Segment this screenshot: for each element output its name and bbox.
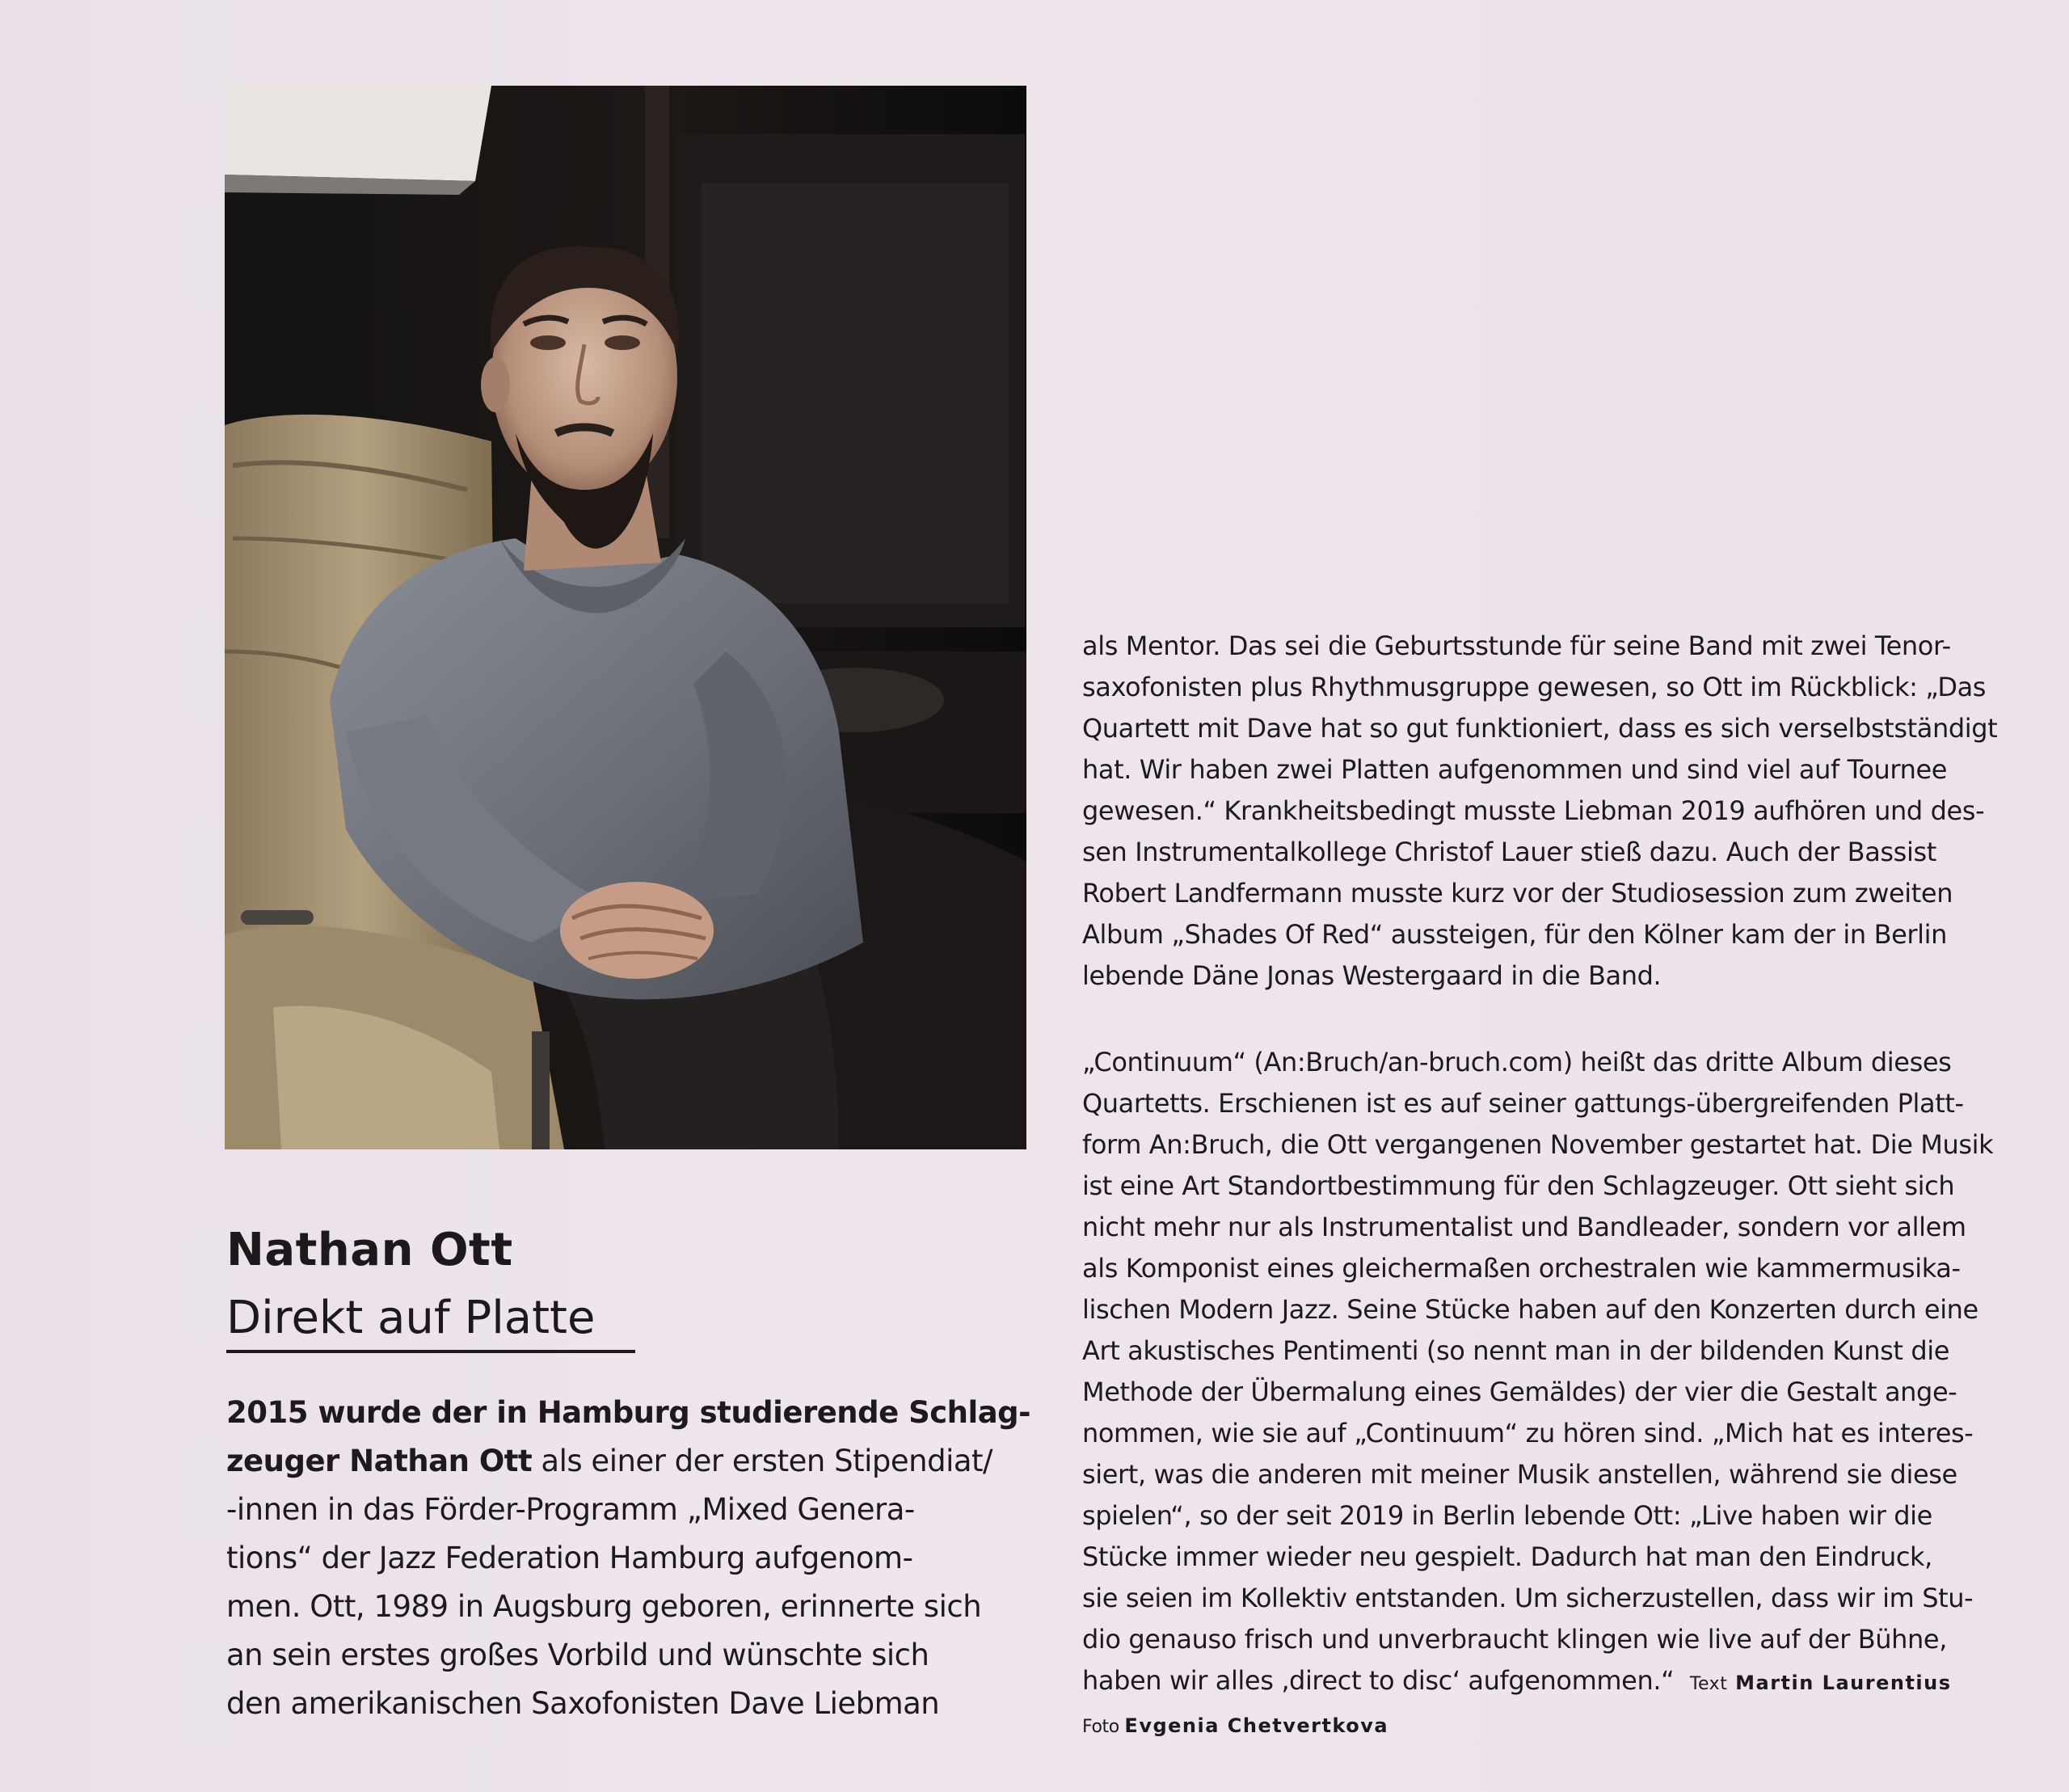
body-line: als Mentor. Das sei die Geburtsstunde für seine Band mit zwei Tenor- (1082, 630, 1951, 661)
body-line: sen Instrumentalkollege Christof Lauer stieß dazu. Auch der Bassist (1082, 837, 1936, 867)
body-line: nicht mehr nur als Instrumentalist und Bandleader, sondern vor allem (1082, 1212, 1966, 1242)
paragraph-gap (1082, 997, 1997, 1042)
body-line: Quartetts. Erschienen ist es auf seiner gattungs-übergreifenden Platt- (1082, 1088, 1964, 1119)
body-line: gewesen.“ Krankheitsbedingt musste Liebman 2019 aufhören und des- (1082, 795, 1985, 826)
body-line: lischen Modern Jazz. Seine Stücke haben auf den Konzerten durch eine (1082, 1294, 1978, 1325)
intro-line: an sein erstes großes Vorbild und wünschte sich (226, 1638, 929, 1672)
body-line: ist eine Art Standortbestimmung für den Schlagzeuger. Ott sieht sich (1082, 1170, 1955, 1201)
intro-line: 2015 wurde der in Hamburg studierende Schlag- (226, 1395, 1030, 1430)
body-line: saxofonisten plus Rhythmusgruppe gewesen, so Ott im Rückblick: „Das (1082, 672, 1987, 702)
body-line: Robert Landfermann musste kurz vor der Studiosession zum zweiten (1082, 878, 1953, 909)
body-line: hat. Wir haben zwei Platten aufgenommen und sind viel auf Tournee (1082, 754, 1948, 785)
body-line: nommen, wie sie auf „Continuum“ zu hören sind. „Mich hat es interes- (1082, 1418, 1974, 1448)
body-line: lebende Däne Jonas Westergaard in die Band. (1082, 960, 1662, 991)
text-author: Martin Laurentius (1735, 1672, 1952, 1694)
body-line: sie seien im Kollektiv entstanden. Um sicherzustellen, dass wir im Stu- (1082, 1583, 1974, 1613)
intro-column (226, 1389, 1030, 1728)
foto-author: Evgenia Chetvertkova (1124, 1714, 1389, 1737)
intro-line: -innen in das Förder-Programm „Mixed Genera- (226, 1492, 915, 1527)
intro-line: den amerikanischen Saxofonisten Dave Liebman (226, 1686, 940, 1721)
body-line: Methode der Übermalung eines Gemäldes) der vier die Gestalt ange- (1082, 1377, 1957, 1407)
photo-credit (1082, 1705, 1997, 1748)
intro-line: men. Ott, 1989 in Augsburg geboren, erinnerte sich (226, 1589, 982, 1624)
body-line: als Komponist eines gleichermaßen orchestralen wie kammermusika- (1082, 1253, 1961, 1284)
body-line: Stücke immer wieder neu gespielt. Dadurch hat man den Eindruck, (1082, 1541, 1932, 1572)
body-line: Quartett mit Dave hat so gut funktioniert, dass es sich verselbstständigt (1082, 713, 1998, 744)
body-line: spielen“, so der seit 2019 in Berlin lebende Ott: „Live haben wir die (1082, 1500, 1932, 1531)
portrait-photo (225, 86, 1026, 1149)
intro-line: tions“ der Jazz Federation Hamburg aufgenom- (226, 1541, 913, 1575)
body-line: Album „Shades Of Red“ aussteigen, für den Kölner kam der in Berlin (1082, 919, 1948, 950)
body-line: „Continuum“ (An:Bruch/an-bruch.com) heißt das dritte Album dieses (1082, 1047, 1952, 1077)
article-title: Nathan Ott (226, 1224, 513, 1276)
article-subtitle: Direkt auf Platte (226, 1292, 596, 1344)
text-label: Text (1689, 1674, 1728, 1694)
intro-line: zeuger Nathan Ott als einer der ersten Stipendiat/ (226, 1444, 992, 1478)
body-line: Art akustisches Pentimenti (so nennt man in der bildenden Kunst die (1082, 1335, 1950, 1366)
portrait-photo-icon (225, 86, 1026, 1149)
foto-label: Foto (1082, 1717, 1119, 1737)
body-line: form An:Bruch, die Ott vergangenen November gestartet hat. Die Musik (1082, 1129, 1994, 1160)
body-line-last: haben wir alles ‚direct to disc‘ aufgenommen.“ Text Martin Laurentius (1082, 1665, 1952, 1696)
body-column (1082, 626, 1997, 1748)
body-line: dio genauso frisch und unverbraucht klingen wie live auf der Bühne, (1082, 1624, 1947, 1655)
subtitle-underline (226, 1350, 635, 1353)
body-line: siert, was die anderen mit meiner Musik anstellen, während sie diese (1082, 1459, 1957, 1490)
